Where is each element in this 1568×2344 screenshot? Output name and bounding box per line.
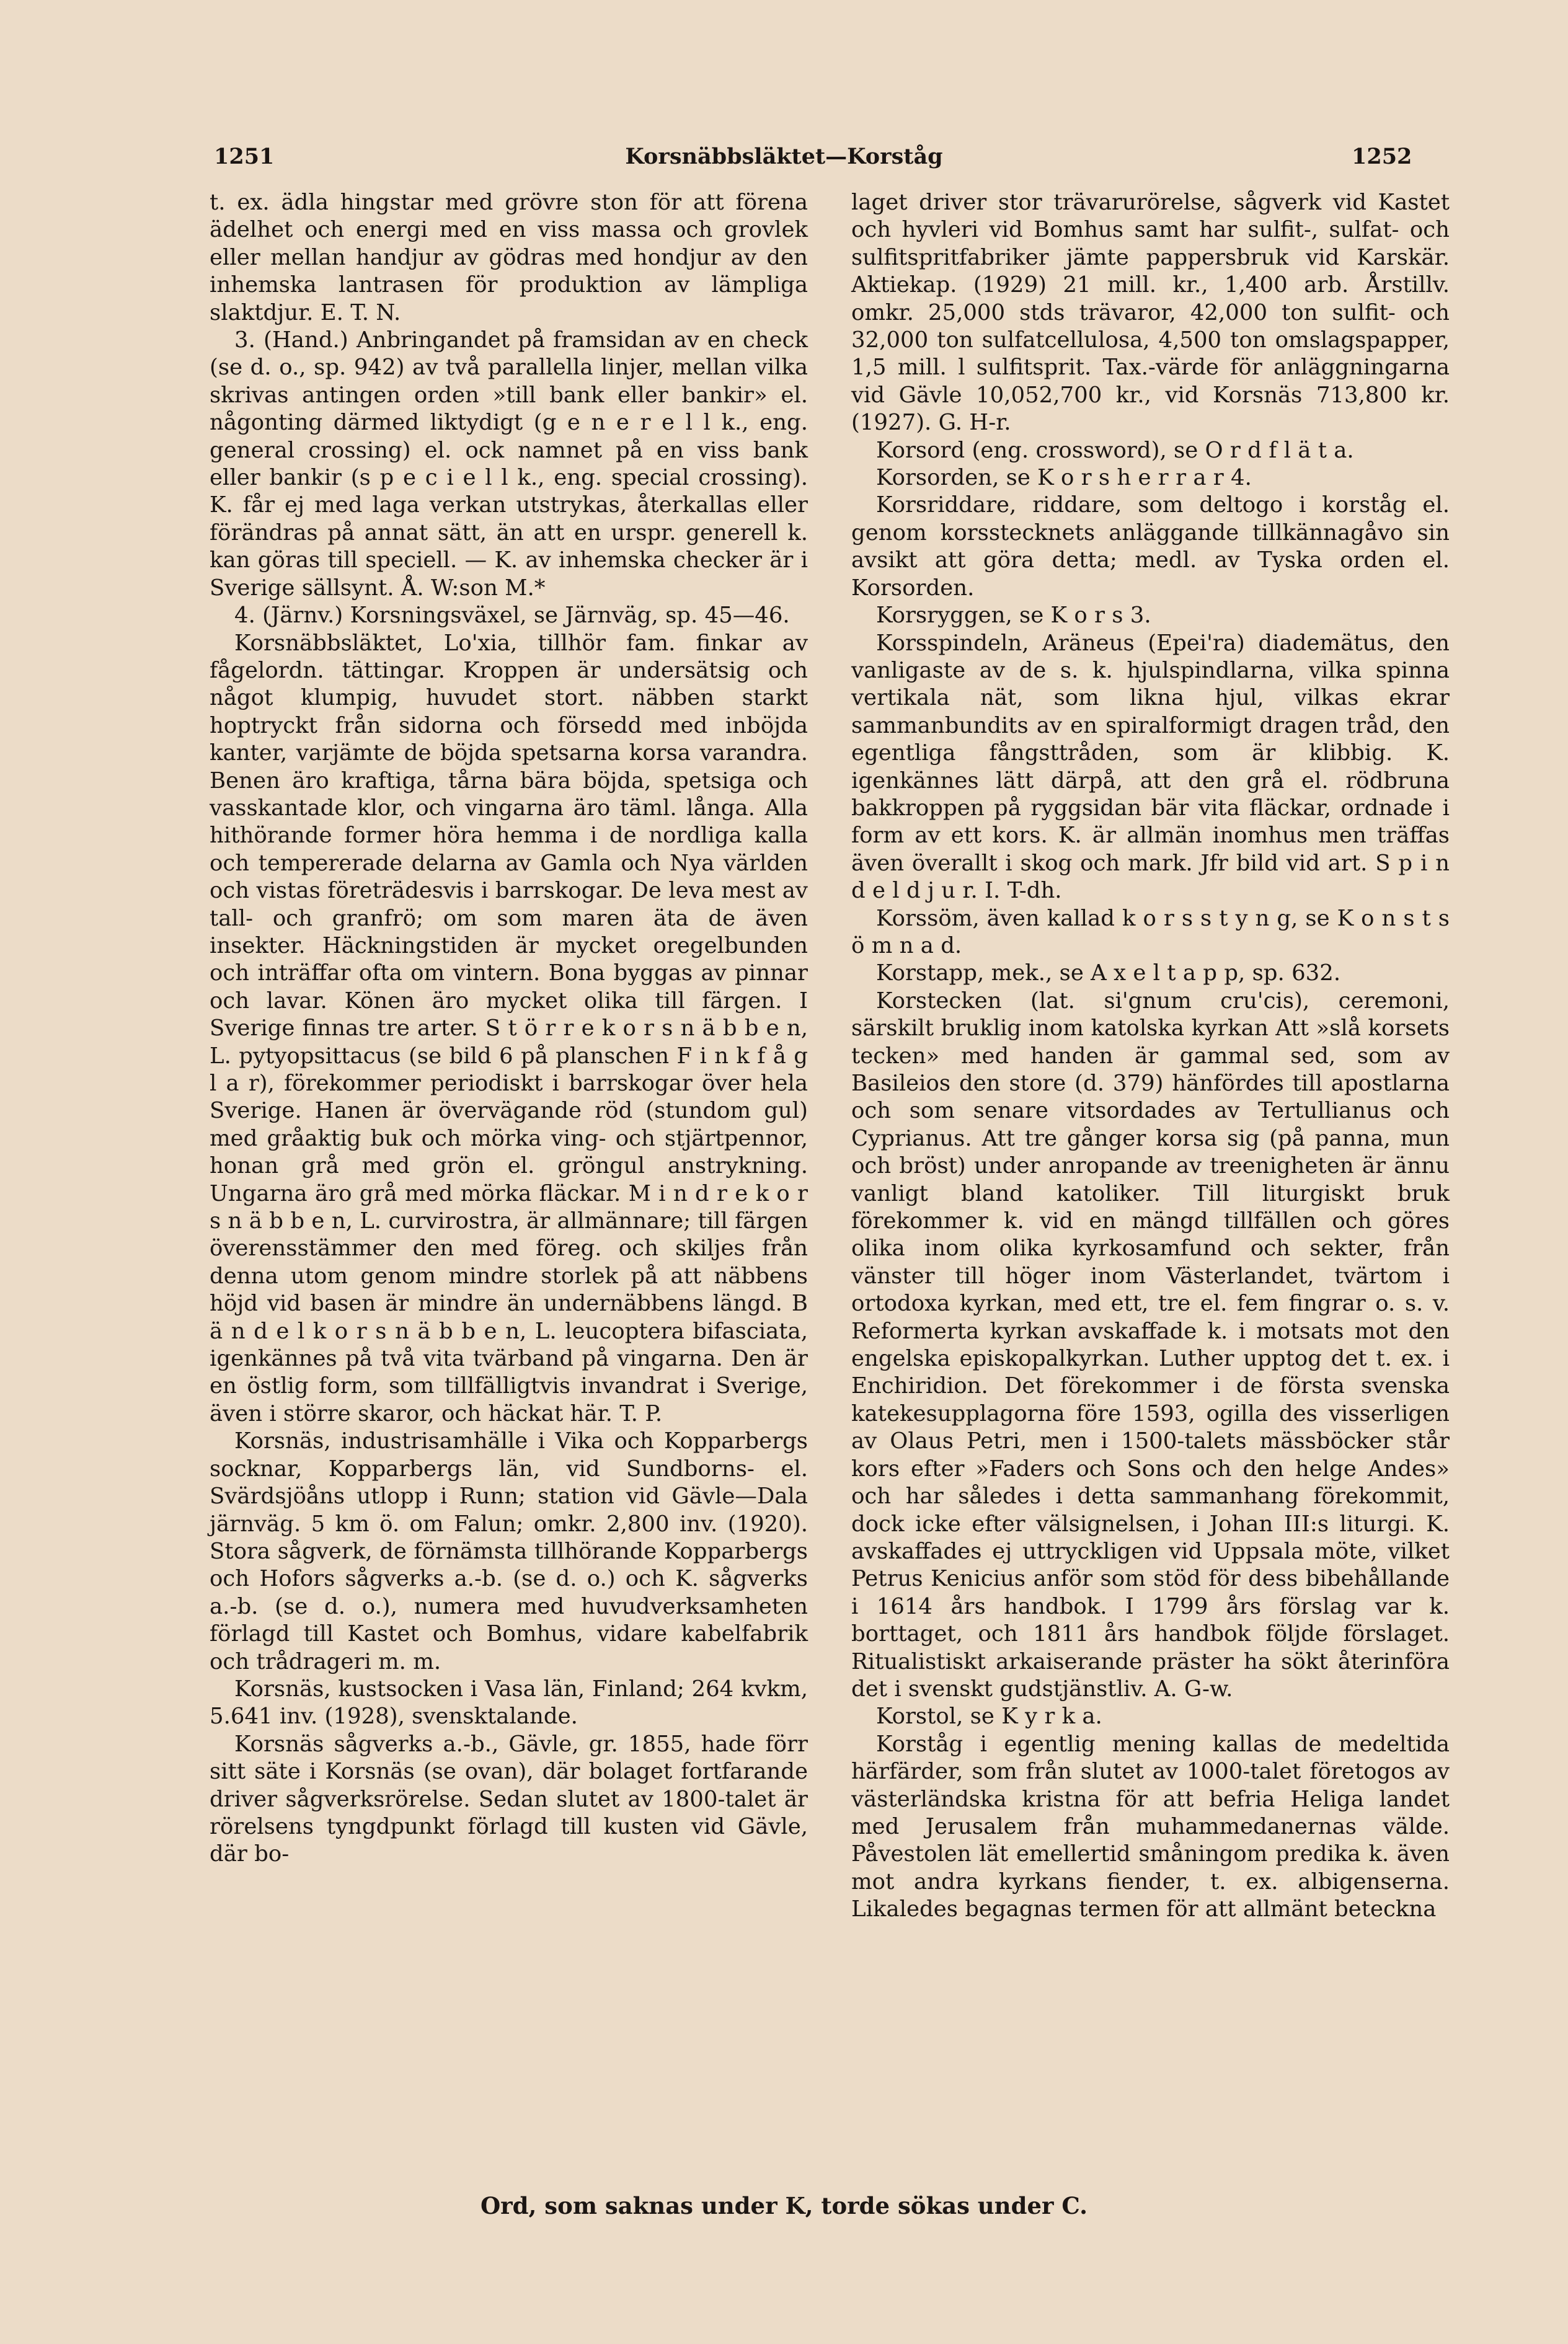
paragraph: Korsorden, se K o r s h e r r a r 4. xyxy=(876,465,1252,491)
page-number-right: 1252 xyxy=(1352,144,1412,169)
paragraph: laget driver stor trävarurörelse, sågverk vid Kastet och hyvleri vid Bomhus samt har sulfit-, sulfat- och sulfitspritfabriker jämte pappersbruk vid Karskär. Aktiekap. (1929) 21 mill. kr., 1,400 arb. Årstillv. omkr. 25,000 stds trävaror, 42,000 ton sulfit- och 32,000 ton sulfatcellulosa, 4,500 ton omslagspapper, 1,5 mill. l sulfitsprit. Tax.-värde för anläggningarna vid Gävle 10,052,700 kr., vid Korsnäs 713,800 kr. (1927). G. H-r. xyxy=(851,190,1450,436)
paragraph: Korståg i egentlig mening kallas de medeltida härfärder, som från slutet av 1000-talet företogos av västerländska kristna för att befria Heliga landet med Jerusalem från muhammedanernas välde. Påvestolen lät emellertid småningom predika k. även mot andra kyrkans fiender, t. ex. albigenserna. Likaledes begagnas termen för att allmänt beteckna xyxy=(851,1731,1450,1922)
page-number-left: 1251 xyxy=(214,144,275,169)
paragraph: Korsriddare, riddare, som deltogo i korståg el. genom korsstecknets anläggande tillkännagåvo sin avsikt att göra detta; medl. av Tyska orden el. Korsorden. xyxy=(851,492,1450,601)
paragraph: Korsnäbbsläktet, Lo'xia, tillhör fam. finkar av fågelordn. tättingar. Kroppen är undersätsig och något klumpig, huvudet stort. näbben starkt hoptryckt från sidorna och försedd med inböjda kanter, varjämte de böjda spetsarna korsa varandra. Benen äro kraftiga, tårna bära böjda, spetsiga och vasskantade klor, och vingarna äro täml. långa. Alla hithörande former höra hemma i de nordliga kalla och tempererade delarna av Gamla och Nya världen och vistas företrädesvis i barrskogar. De leva mest av tall- och granfrö; om som maren äta de även insekter. Häckningstiden är mycket oregelbunden och inträffar ofta om vintern. Bona byggas av pinnar och lavar. Könen äro mycket olika till färgen. I Sverige finnas tre arter. S t ö r r e k o r s n ä b b e n, L. pytyopsittacus (se bild 6 på planschen F i n k f å g l a r), förekommer periodiskt i barrskogar över hela Sverige. Hanen är övervägande röd (stundom gul) med gråaktig buk och mörka ving- och stjärtpennor, honan grå med grön el. gröngul anstrykning. Ungarna äro grå med mörka fläckar. M i n d r e k o r s n ä b b e n, L. curvirostra, är allmännare; till färgen överensstämmer den med föreg. och skiljes från denna utom genom mindre storlek på att näbbens höjd vid basen är mindre än undernäbbens längd. B ä n d e l k o r s n ä b b e n, L. leucoptera bifasciata, igenkännes på två vita tvärband på vingarna. Den är en östlig form, som tillfälligtvis invandrat i Sverige, även i större skaror, och häckat här. T. P. xyxy=(210,630,808,1426)
running-title: Korsnäbbsläktet—Korståg xyxy=(625,144,943,169)
paragraph: 4. (Järnv.) Korsningsväxel, se Järnväg, sp. 45—46. xyxy=(234,603,790,629)
footer-note: Ord, som saknas under K, torde sökas under C. xyxy=(480,2192,1088,2219)
paragraph: Korsryggen, se K o r s 3. xyxy=(876,603,1151,629)
paragraph: Korssöm, även kallad k o r s s t y n g, se K o n s t s ö m n a d. xyxy=(851,905,1450,958)
paragraph: t. ex. ädla hingstar med grövre ston för att förena ädelhet och energi med en viss massa och grovlek eller mellan handjur av gödras med hondjur av den inhemska lantrasen för produktion av lämpliga slaktdjur. E. T. N. xyxy=(210,190,808,325)
paragraph: Korsspindeln, Aräneus (Epei'ra) diademätus, den vanligaste av de s. k. hjulspindlarna, vilka spinna vertikala nät, som likna hjul, vilkas ekrar sammanbundits av en spiralformigt dragen tråd, den egentliga fångsttråden, som är klibbig. K. igenkännes lätt därpå, att den grå el. rödbruna bakkroppen på ryggsidan bär vita fläckar, ordnade i form av ett kors. K. är allmän inomhus men träffas även överallt i skog och mark. Jfr bild vid art. S p i n d e l d j u r. I. T-dh. xyxy=(851,630,1450,904)
paragraph: 3. (Hand.) Anbringandet på framsidan av en check (se d. o., sp. 942) av två parallella linjer, mellan vilka skrivas antingen orden »till bank eller bankir» el. någonting därmed liktydigt (g e n e r e l l k., eng. general crossing) el. ock namnet på en viss bank eller bankir (s p e c i e l l k., eng. special crossing). K. får ej med laga verkan utstrykas, återkallas eller förändras på annat sätt, än att en urspr. generell k. kan göras till speciell. — K. av inhemska checker är i Sverige sällsynt. Å. W:son M.* xyxy=(210,327,808,601)
paragraph: Korsnäs sågverks a.-b., Gävle, gr. 1855, hade förr sitt säte i Korsnäs (se ovan), där bolaget fortfarande driver sågverksrörelse. Sedan slutet av 1800-talet är rörelsens tyngdpunkt förlagd till kusten vid Gävle, där bo- xyxy=(210,1731,808,1867)
left-column xyxy=(210,189,808,1869)
right-column xyxy=(851,189,1450,1924)
paragraph: Korstol, se K y r k a. xyxy=(876,1704,1102,1730)
paragraph: Korsord (eng. crossword), se O r d f l ä t a. xyxy=(876,437,1354,463)
paragraph: Korsnäs, industrisamhälle i Vika och Kopparbergs socknar, Kopparbergs län, vid Sundborns- el. Svärdsjöåns utlopp i Runn; station vid Gävle—Dala järnväg. 5 km ö. om Falun; omkr. 2,800 inv. (1920). Stora sågverk, de förnämsta tillhörande Kopparbergs och Hofors sågverks a.-b. (se d. o.) och K. sågverks a.-b. (se d. o.), numera med huvudverksamheten förlagd till Kastet och Bomhus, vidare kabelfabrik och trådragerі m. m. xyxy=(210,1428,808,1674)
paragraph: Korstecken (lat. si'gnum cru'cis), ceremoni, särskilt bruklig inom katolska kyrkan Att »slå korsets tecken» med handen är gammal sed, som av Basileios den store (d. 379) hänfördes till apostlarna och som senare vitsordades av Tertullianus och Cyprianus. Att tre gånger korsa sig (på panna, mun och bröst) under anropande av treenigheten är ännu vanligt bland katoliker. Till liturgiskt bruk förekommer k. vid en mängd tillfällen och göres olika inom olika kyrkosamfund och sekter, från vänster till höger inom Västerlandet, tvärtom i ortodoxa kyrkan, med ett, tre el. fem fingrar o. s. v. Reformerta kyrkan avskaffade k. i motsats mot den engelska episkopalkyrkan. Luther upptog det t. ex. i Enchiridion. Det förekommer i de första svenska katekesupplagorna före 1593, ogilla des visserligen av Olaus Petri, men i 1500-talets mässböcker står kors efter »Faders och Sons och den helge Andes» och har således i detta sammanhang förekommit, dock icke efter välsignelsen, i Johan III:s liturgi. K. avskaffades ej uttryckligen vid Uppsala möte, vilket Petrus Kenicius anför som stöd för dess bibehållande i 1614 års handbok. I 1799 års förslag var k. borttaget, och 1811 års handbok följde förslaget. Ritualistiskt arkaiserande präster ha sökt återinföra det i svenskt gudstjänstliv. A. G-w. xyxy=(851,988,1450,1702)
paragraph: Korstapp, mek., se A x e l t a p p, sp. 632. xyxy=(876,960,1341,986)
paragraph: Korsnäs, kustsocken i Vasa län, Finland; 264 kvkm, 5.641 inv. (1928), svensktalande. xyxy=(210,1676,808,1730)
